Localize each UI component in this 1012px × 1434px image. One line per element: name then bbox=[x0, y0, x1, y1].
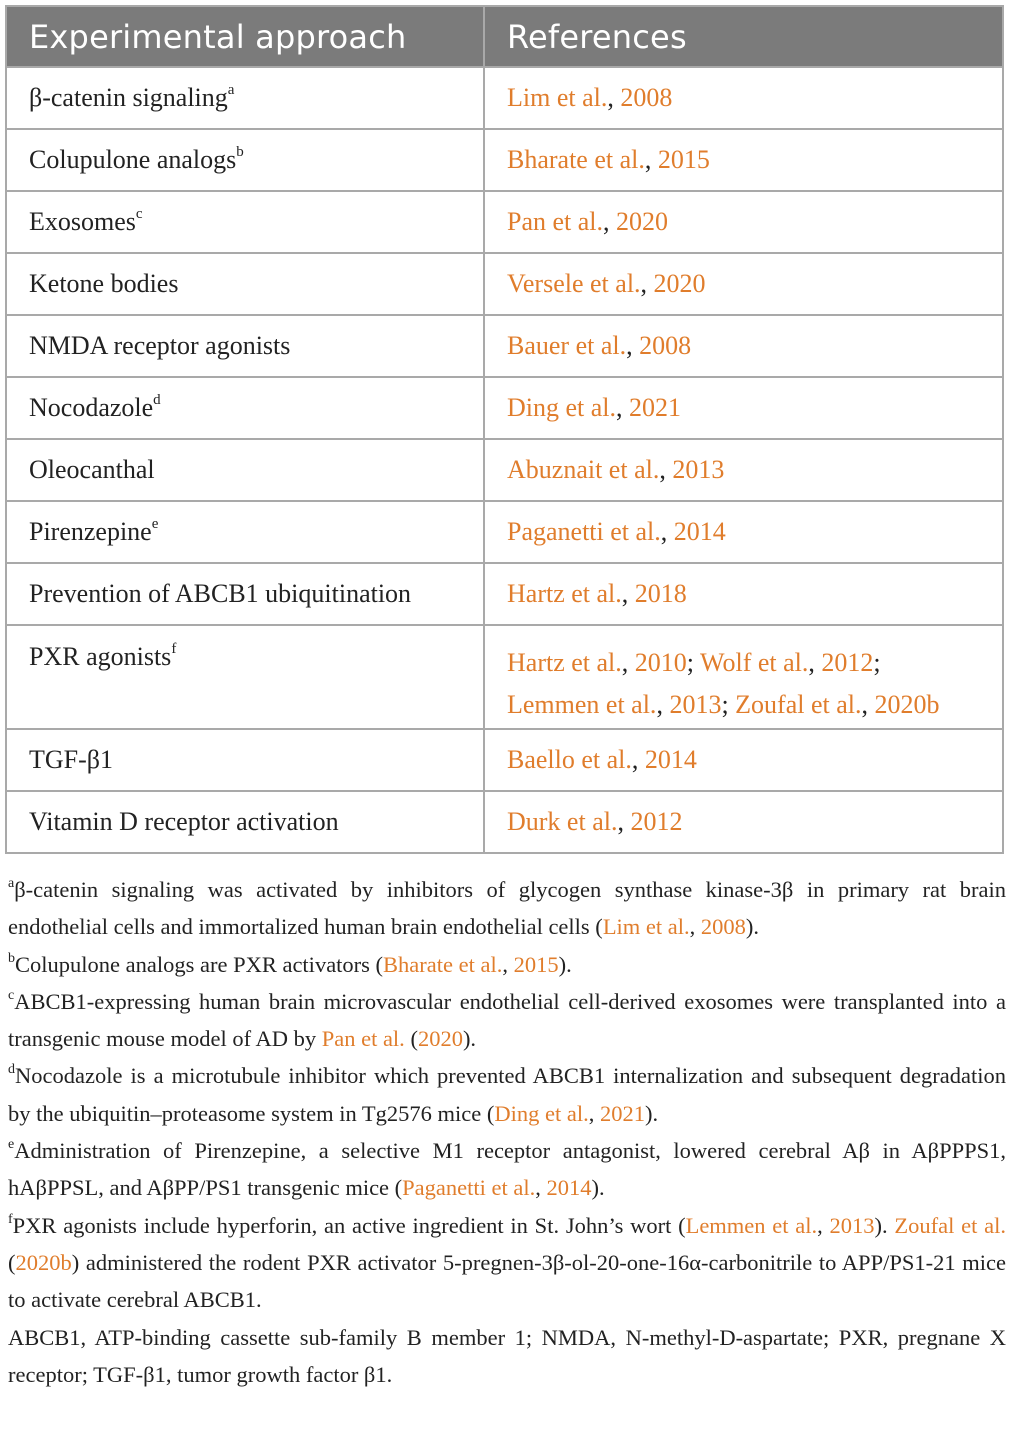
footnote-marker[interactable]: d bbox=[153, 392, 161, 408]
reference-line: Lim et al., 2008 bbox=[507, 83, 673, 112]
footnote-b-ref-link[interactable]: Bharate et al. bbox=[383, 951, 503, 977]
approach-label: Exosomes bbox=[29, 207, 136, 236]
references-cell bbox=[484, 729, 1003, 791]
table-body bbox=[6, 67, 1003, 853]
approach-cell bbox=[6, 563, 484, 625]
approach-table bbox=[5, 5, 1004, 854]
footnote-marker[interactable]: e bbox=[151, 516, 159, 532]
reference-year-link[interactable]: 2014 bbox=[673, 517, 726, 546]
reference-author-link[interactable]: Baello et al. bbox=[507, 745, 632, 774]
footnote-e-text: Administration of Pirenzepine, a selective M1 receptor antagonist, lowered cerebral Aβ in AβPPPS1, hAβPPSL, and AβPP/PS1 transgenic mice ( bbox=[8, 1138, 1006, 1201]
reference-author-link[interactable]: Zoufal et al. bbox=[735, 690, 862, 719]
reference-year-link[interactable]: 2021 bbox=[629, 393, 682, 422]
table-row bbox=[6, 67, 1003, 129]
reference-year-link[interactable]: 2014 bbox=[644, 745, 697, 774]
approach-cell bbox=[6, 315, 484, 377]
reference-line: Lemmen et al., 2013; Zoufal et al., 2020b bbox=[507, 690, 940, 719]
approach-cell bbox=[6, 253, 484, 315]
table-footnotes bbox=[8, 871, 1006, 1393]
approach-cell bbox=[6, 501, 484, 563]
reference-line: Durk et al., 2012 bbox=[507, 807, 683, 836]
reference-author-link[interactable]: Ding et al. bbox=[507, 393, 617, 422]
footnote-b-year-link[interactable]: 2015 bbox=[513, 951, 559, 977]
reference-line: Baello et al., 2014 bbox=[507, 745, 697, 774]
footnote-c: $^c$ABCB1-expressing human brain microvascular endothelial cell-derived exosomes were transplanted into a transgenic mouse model of AD by Pan et al. (2020). bbox=[8, 987, 1006, 1052]
footnote-a-text: β-catenin signaling was activated by inhibitors of glycogen synthase kinase-3β in primary rat brain endothelial cells and immortalized human brain endothelial cells ( bbox=[8, 877, 1006, 940]
reference-author-link[interactable]: Bharate et al. bbox=[507, 145, 645, 174]
reference-line: Hartz et al., 2010; Wolf et al., 2012; bbox=[507, 648, 881, 677]
footnote-e-marker: e bbox=[8, 1137, 15, 1153]
approach-cell bbox=[6, 129, 484, 191]
reference-year-link[interactable]: 2018 bbox=[634, 579, 687, 608]
reference-line: Bauer et al., 2008 bbox=[507, 331, 692, 360]
footnote-f-year2-link[interactable]: 2020b bbox=[15, 1249, 72, 1275]
table-row bbox=[6, 791, 1003, 853]
footnote-marker[interactable]: c bbox=[135, 206, 143, 222]
reference-year-link[interactable]: 2013 bbox=[669, 690, 722, 719]
reference-line: Versele et al., 2020 bbox=[507, 269, 706, 298]
approach-label: PXR agonists bbox=[29, 642, 172, 671]
table-row bbox=[6, 377, 1003, 439]
approach-label: Colupulone analogs bbox=[29, 145, 237, 174]
footnote-d-ref-link[interactable]: Ding et al. bbox=[494, 1100, 589, 1126]
reference-author-link[interactable]: Wolf et al. bbox=[700, 648, 809, 677]
table-header-row bbox=[6, 6, 1003, 67]
footnote-c-ref-link[interactable]: Pan et al. bbox=[321, 1026, 405, 1052]
reference-year-link[interactable]: 2020b bbox=[874, 690, 940, 719]
footnote-f-text: PXR agonists include hyperforin, an active ingredient in St. John’s wort ( bbox=[12, 1212, 686, 1238]
reference-author-link[interactable]: Hartz et al. bbox=[507, 648, 622, 677]
footnote-d-text: Nocodazole is a microtubule inhibitor which prevented ABCB1 internalization and subsequent degradation by the ubiquitin–proteasome system in Tg2576 mice ( bbox=[8, 1063, 1006, 1126]
footnote-d: $^d$Nocodazole is a microtubule inhibitor which prevented ABCB1 internalization and subsequent degradation by the ubiquitin–proteasome system in Tg2576 mice (Ding et al., 2021). bbox=[8, 1062, 1006, 1126]
reference-author-link[interactable]: Bauer et al. bbox=[507, 331, 627, 360]
references-cell bbox=[484, 377, 1003, 439]
table-row bbox=[6, 129, 1003, 191]
reference-year-link[interactable]: 2020 bbox=[616, 207, 669, 236]
references-cell bbox=[484, 439, 1003, 501]
reference-line: Ding et al., 2021 bbox=[507, 393, 682, 422]
footnote-f: $^f$PXR agonists include hyperforin, an active ingredient in St. John’s wort (Lemmen et al., 2013). Zoufal et al. (2020b) administered the rodent PXR activator 5-pregnen-3β-ol-20-one-16α-carbonitrile to APP/PS1-21 mice to activate cerebral ABCB1. bbox=[8, 1211, 1006, 1313]
reference-line: Paganetti et al., 2014 bbox=[507, 517, 726, 546]
reference-line: Abuznait et al., 2013 bbox=[507, 455, 725, 484]
references-cell bbox=[484, 563, 1003, 625]
approach-label: NMDA receptor agonists bbox=[29, 331, 291, 360]
footnote-f-ref2-link[interactable]: Zoufal et al. bbox=[894, 1212, 1006, 1238]
reference-author-link[interactable]: Lemmen et al. bbox=[507, 690, 657, 719]
reference-year-link[interactable]: 2015 bbox=[657, 145, 710, 174]
reference-year-link[interactable]: 2012 bbox=[630, 807, 683, 836]
approach-cell bbox=[6, 67, 484, 129]
footnote-c-year-link[interactable]: 2020 bbox=[417, 1026, 463, 1052]
footnote-d-year-link[interactable]: 2021 bbox=[600, 1100, 645, 1126]
footnote-e-ref-link[interactable]: Paganetti et al. bbox=[402, 1175, 536, 1201]
abbreviations-note: ABCB1, ATP-binding cassette sub-family B member 1; NMDA, N-methyl-D-aspartate; PXR, pregnane X receptor; TGF-β1, tumor growth factor β1. bbox=[8, 1324, 1006, 1387]
table-row bbox=[6, 625, 1003, 729]
references-cell bbox=[484, 129, 1003, 191]
table-row bbox=[6, 729, 1003, 791]
header-references: References bbox=[484, 6, 1003, 67]
header-approach: Experimental approach bbox=[6, 6, 484, 67]
reference-author-link[interactable]: Durk et al. bbox=[507, 807, 618, 836]
approach-cell bbox=[6, 191, 484, 253]
reference-line: Pan et al., 2020 bbox=[507, 207, 669, 236]
table-row bbox=[6, 191, 1003, 253]
reference-year-link[interactable]: 2020 bbox=[653, 269, 706, 298]
reference-author-link[interactable]: Pan et al. bbox=[507, 207, 604, 236]
approach-cell bbox=[6, 625, 484, 729]
footnote-e-year-link[interactable]: 2014 bbox=[546, 1175, 592, 1201]
reference-year-link[interactable]: 2010 bbox=[634, 648, 687, 677]
footnote-marker[interactable]: f bbox=[171, 641, 177, 657]
approach-label: Prevention of ABCB1 ubiquitination bbox=[29, 579, 412, 608]
footnote-a-year-link[interactable]: 2008 bbox=[700, 914, 746, 940]
table-row bbox=[6, 563, 1003, 625]
footnote-c-text: ABCB1-expressing human brain microvascular endothelial cell-derived exosomes were transplanted into a transgenic mouse model of AD by bbox=[8, 988, 1006, 1052]
reference-author-link[interactable]: Lim et al. bbox=[507, 83, 608, 112]
reference-line: Bharate et al., 2015 bbox=[507, 145, 710, 174]
reference-year-link[interactable]: 2008 bbox=[639, 331, 692, 360]
reference-year-link[interactable]: 2012 bbox=[821, 648, 874, 677]
approach-cell bbox=[6, 791, 484, 853]
table-row bbox=[6, 439, 1003, 501]
references-cell bbox=[484, 501, 1003, 563]
footnote-f-ref1-link[interactable]: Lemmen et al. bbox=[685, 1212, 818, 1238]
footnote-c-marker: c bbox=[8, 987, 15, 1003]
footnote-e: $^e$Administration of Pirenzepine, a selective M1 receptor antagonist, lowered cerebral Aβ in AβPPPS1, hAβPPSL, and AβPP/PS1 transgenic mice (Paganetti et al., 2014). bbox=[8, 1137, 1006, 1201]
reference-author-link[interactable]: Paganetti et al. bbox=[507, 517, 661, 546]
footnote-marker[interactable]: b bbox=[236, 144, 244, 160]
approach-label: Oleocanthal bbox=[29, 455, 155, 484]
approach-label: Vitamin D receptor activation bbox=[29, 807, 339, 836]
references-cell bbox=[484, 625, 1003, 729]
footnote-f-text2: ) administered the rodent PXR activator 5-pregnen-3β-ol-20-one-16α-carbonitrile to APP/PS1-21 mice to activate cerebral ABCB1. bbox=[8, 1249, 1006, 1313]
references-cell bbox=[484, 67, 1003, 129]
approach-cell bbox=[6, 377, 484, 439]
footnote-f-marker: f bbox=[8, 1211, 13, 1227]
reference-year-link[interactable]: 2008 bbox=[620, 83, 673, 112]
approach-label: Pirenzepine bbox=[29, 517, 152, 546]
approach-label: Nocodazole bbox=[29, 393, 154, 422]
approach-cell bbox=[6, 439, 484, 501]
reference-author-link[interactable]: Abuznait et al. bbox=[507, 455, 660, 484]
reference-author-link[interactable]: Versele et al. bbox=[507, 269, 641, 298]
footnote-b-marker: b bbox=[8, 950, 15, 966]
table-row bbox=[6, 315, 1003, 377]
approach-label: β-catenin signaling bbox=[29, 83, 228, 112]
references-cell bbox=[484, 191, 1003, 253]
reference-author-link[interactable]: Hartz et al. bbox=[507, 579, 622, 608]
table-container bbox=[5, 5, 1004, 854]
references-cell bbox=[484, 315, 1003, 377]
references-cell bbox=[484, 253, 1003, 315]
table-row bbox=[6, 501, 1003, 563]
reference-year-link[interactable]: 2013 bbox=[672, 455, 725, 484]
references-cell bbox=[484, 791, 1003, 853]
approach-label: Ketone bodies bbox=[29, 269, 179, 298]
reference-line: Hartz et al., 2018 bbox=[507, 579, 687, 608]
approach-cell bbox=[6, 729, 484, 791]
footnote-b: $^b$Colupulone analogs are PXR activators (Bharate et al., 2015). bbox=[8, 950, 572, 977]
footnote-a-ref-link[interactable]: Lim et al. bbox=[602, 914, 690, 940]
table-row bbox=[6, 253, 1003, 315]
footnote-a: $^a$β-catenin signaling was activated by inhibitors of glycogen synthase kinase-3β in primary rat brain endothelial cells and immortalized human brain endothelial cells (Lim et al., 2008). bbox=[8, 876, 1006, 940]
footnote-marker[interactable]: a bbox=[227, 82, 235, 98]
footnote-d-marker: d bbox=[8, 1062, 15, 1078]
approach-label: TGF-β1 bbox=[29, 745, 114, 774]
footnote-f-year1-link[interactable]: 2013 bbox=[829, 1212, 875, 1238]
footnote-b-text: Colupulone analogs are PXR activators ( bbox=[15, 951, 384, 977]
footnote-a-marker: a bbox=[8, 876, 15, 891]
